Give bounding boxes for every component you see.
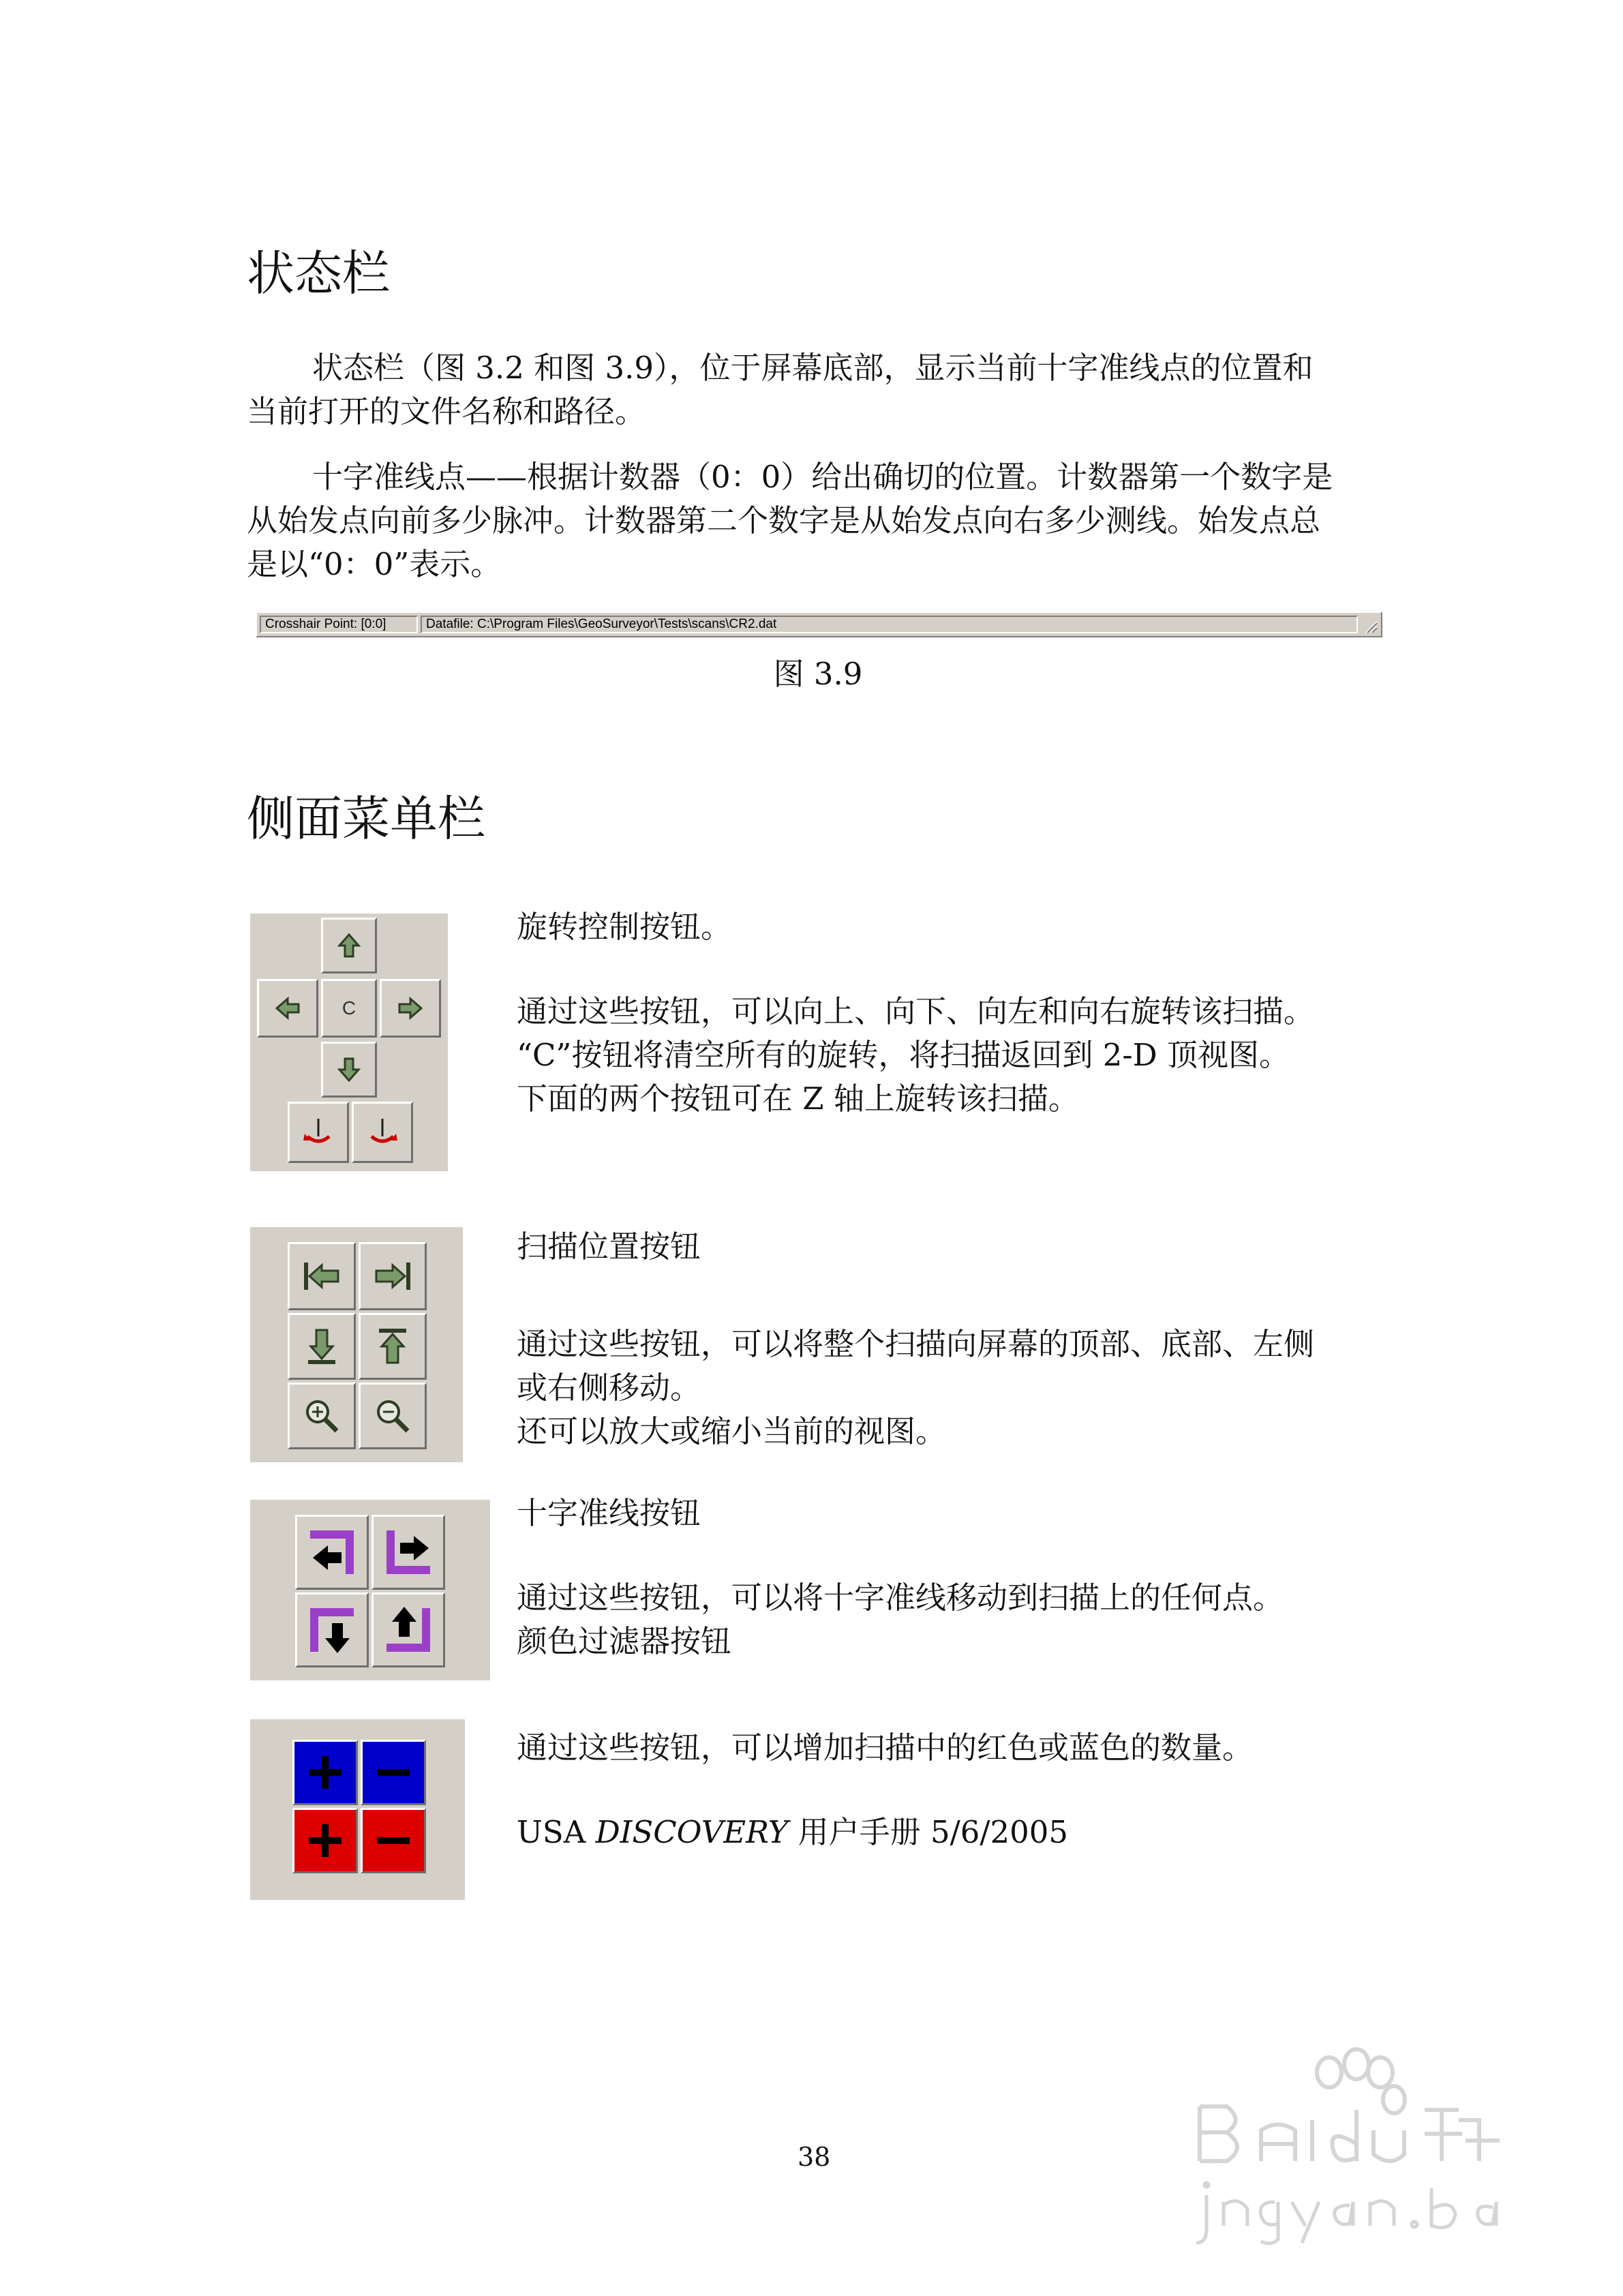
scan-position-title: 扫描位置按钮 bbox=[517, 1228, 701, 1265]
rotate-up-button[interactable] bbox=[321, 918, 377, 973]
arrow-right-icon bbox=[395, 993, 425, 1023]
rotate-z-counterclockwise-button[interactable] bbox=[352, 1102, 413, 1163]
scan-position-panel bbox=[250, 1227, 463, 1462]
move-scan-bottom-button[interactable] bbox=[288, 1313, 356, 1380]
move-to-left-edge-icon bbox=[300, 1257, 344, 1295]
reset-rotation-label: C bbox=[342, 997, 357, 1018]
crosshair-down-button[interactable] bbox=[295, 1592, 369, 1667]
resize-grip-icon[interactable] bbox=[1362, 618, 1378, 634]
crosshair-left-icon bbox=[303, 1524, 361, 1581]
decrease-blue-button[interactable] bbox=[361, 1740, 426, 1805]
zoom-out-icon bbox=[372, 1395, 413, 1436]
scan-position-line-2: 或右侧移动。 bbox=[517, 1370, 701, 1406]
scan-position-line-1: 通过这些按钮，可以将整个扫描向屏幕的顶部、底部、左侧 bbox=[517, 1326, 1315, 1362]
move-scan-right-button[interactable] bbox=[359, 1242, 427, 1310]
crosshair-up-icon bbox=[380, 1601, 437, 1659]
move-to-right-edge-icon bbox=[371, 1257, 414, 1295]
crosshair-line-1: 通过这些按钮，可以将十字准线移动到扫描上的任何点。 bbox=[517, 1580, 1284, 1616]
arrow-up-icon bbox=[334, 931, 364, 961]
crosshair-title: 十字准线按钮 bbox=[517, 1495, 701, 1531]
plus-icon bbox=[303, 1819, 347, 1862]
color-filter-panel bbox=[250, 1719, 465, 1900]
crosshair-point-pane: Crosshair Point: [0:0] bbox=[260, 616, 418, 633]
zoom-in-button[interactable] bbox=[288, 1383, 356, 1449]
rotate-z-clockwise-button[interactable] bbox=[288, 1102, 349, 1163]
datafile-pane: Datafile: C:\Program Files\GeoSurveyor\Tests\scans\CR2.dat bbox=[421, 616, 1358, 633]
color-filter-title: 颜色过滤器按钮 bbox=[517, 1623, 732, 1659]
section-heading-status-bar: 状态栏 bbox=[247, 245, 390, 301]
rotation-line-2: “C”按钮将清空所有的旋转，将扫描返回到 2-D 顶视图。 bbox=[517, 1037, 1290, 1073]
paragraph-1-line-1: 状态栏（图 3.2 和图 3.9），位于屏幕底部，显示当前十字准线点的位置和 bbox=[312, 350, 1314, 386]
move-scan-top-button[interactable] bbox=[359, 1313, 427, 1380]
move-scan-left-button[interactable] bbox=[288, 1242, 356, 1310]
paragraph-2-line-1: 十字准线点——根据计数器（0：0）给出确切的位置。计数器第一个数字是 bbox=[312, 459, 1333, 495]
arrow-left-icon bbox=[273, 993, 303, 1023]
move-to-bottom-icon bbox=[303, 1325, 341, 1368]
footer-suffix: 用户手册 5/6/2005 bbox=[788, 1814, 1069, 1850]
crosshair-right-icon bbox=[380, 1524, 437, 1581]
manual-footer-line bbox=[517, 1811, 1068, 1854]
color-filter-line-1: 通过这些按钮，可以增加扫描中的红色或蓝色的数量。 bbox=[517, 1729, 1254, 1766]
arrow-down-icon bbox=[334, 1055, 364, 1085]
zoom-out-button[interactable] bbox=[359, 1383, 427, 1449]
crosshair-up-button[interactable] bbox=[371, 1592, 445, 1667]
decrease-red-button[interactable] bbox=[361, 1808, 426, 1873]
zoom-in-icon bbox=[301, 1395, 342, 1436]
rotate-down-button[interactable] bbox=[321, 1042, 377, 1098]
rotate-z-axis-icon bbox=[299, 1113, 337, 1151]
paragraph-2-line-2: 从始发点向前多少脉冲。计数器第二个数字是从始发点向右多少测线。始发点总 bbox=[247, 502, 1321, 539]
scan-position-line-3: 还可以放大或缩小当前的视图。 bbox=[517, 1413, 947, 1449]
crosshair-panel bbox=[250, 1500, 490, 1680]
section-heading-side-menu: 侧面菜单栏 bbox=[247, 791, 485, 847]
baidu-jingyan-watermark-logo bbox=[1159, 2045, 1541, 2263]
page-number: 38 bbox=[798, 2142, 831, 2172]
status-bar-figure bbox=[256, 611, 1382, 637]
move-to-top-icon bbox=[374, 1325, 412, 1368]
rotation-control-panel bbox=[250, 913, 448, 1171]
figure-caption: 图 3.9 bbox=[773, 656, 863, 692]
minus-icon bbox=[371, 1819, 415, 1862]
rotation-line-3: 下面的两个按钮可在 Z 轴上旋转该扫描。 bbox=[517, 1081, 1079, 1117]
rotation-title: 旋转控制按钮。 bbox=[517, 909, 732, 945]
paragraph-2-line-3: 是以“0：0”表示。 bbox=[247, 546, 502, 582]
increase-blue-button[interactable] bbox=[292, 1740, 358, 1805]
crosshair-down-icon bbox=[303, 1601, 361, 1659]
rotation-line-1: 通过这些按钮，可以向上、向下、向左和向右旋转该扫描。 bbox=[517, 993, 1315, 1029]
minus-icon bbox=[371, 1751, 415, 1794]
footer-prefix: USA bbox=[517, 1814, 596, 1850]
reset-rotation-button[interactable] bbox=[321, 979, 377, 1038]
crosshair-left-button[interactable] bbox=[295, 1515, 369, 1590]
rotate-z-axis-icon bbox=[363, 1113, 401, 1151]
rotate-right-button[interactable] bbox=[380, 979, 441, 1038]
plus-icon bbox=[303, 1751, 347, 1794]
paragraph-1-line-2: 当前打开的文件名称和路径。 bbox=[247, 393, 646, 429]
rotate-left-button[interactable] bbox=[257, 979, 318, 1038]
crosshair-right-button[interactable] bbox=[371, 1515, 445, 1590]
increase-red-button[interactable] bbox=[292, 1808, 358, 1873]
footer-product-name: DISCOVERY bbox=[595, 1814, 789, 1850]
